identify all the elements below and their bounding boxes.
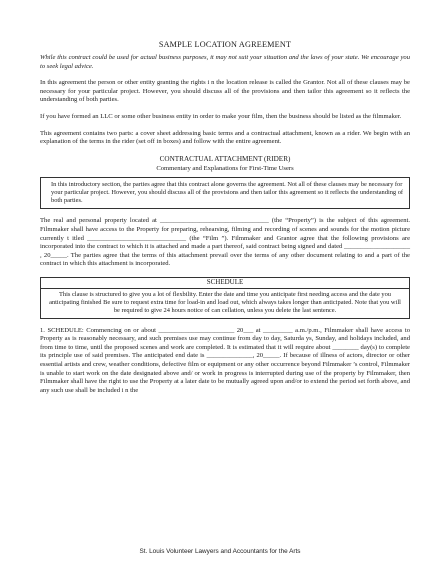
two-parts-paragraph: This agreement contains two parts: a cover sheet addressing basic terms and a contractual attachment, known as a rider. We begin with an explanation of the terms in the rider (set off in boxes) and follow with the entire agreement. — [40, 129, 410, 146]
rider-subheading: Commentary and Explanations for First-Time Users — [156, 164, 294, 172]
llc-paragraph: If you have formed an LLC or some other business entity in order to make your film, then the business should be listed as the filmmaker. — [40, 112, 402, 120]
intro-paragraph: In this agreement the person or other entity granting the rights i n the location release is called the Grantor. Not all of these clauses may be necessary for your particular project. However, you should discuss all of the provisions and then tailor this agreement so it reflects the understanding of both parties. — [40, 79, 410, 104]
property-clause: The real and personal property located at _________________________________ (the “Property”) is the subject of this agreement. Filmmaker shall have access to the Property for preparing, rehearsing, filming and recording of scenes and sounds for the motion picture currently t itled ______________________________ (the “Film ”). Filmmaker and Grantor agree that the following provisions are incorporated into the contract to which it is attached and made a part thereof, said contract being signed and dated ____________________ , 20_____. The parties agree that the terms of this attachment prevail over the terms of any other document relating to and a part of the contract in which this attachment is incorporated. — [40, 217, 410, 268]
schedule-box-text: This clause is structured to give you a lot of flexbility. Enter the date and time you anticipate first needing access and the date you anticipating finished Be sure to request extra time for load-in and load out, which always takes longer than anticipated. Note that you will be required to give 24 hours notice of can cellation, unless you delete the last sentence. — [49, 290, 401, 315]
rider-commentary-box: In this introductory section, the parties agree that this contract alone governs the agreement. Not all of these clauses may be necessary for your particular project. However, you should discuss all of the provisions and then tailor this agreement so it reflects the understanding of both parties. — [40, 177, 410, 210]
schedule-commentary-box — [40, 277, 410, 319]
document-title: SAMPLE LOCATION AGREEMENT — [158, 40, 292, 49]
schedule-clause: 1. SCHEDULE: Commencing on or about _______________________ 20___ at _________ a.m./p.m., Filmmaker shall have access to Property as is reasonably necessary, and such premises use may continue from day to day, Saturda ys, Sunday, and holidays included, and from time to time, until the proposed scenes and work are completed. It is estimated that it will require about ________ day(s) to complete its principle use of said premises. The anticipated end date is ______________, 20_____. If because of illness of actors, director or other essential artists and crew, weather conditions, defective film or equipment or any other occurrence beyond Filmmaker ’s control, Filmmaker is unable to start work on the date designated above and/ or work in progress is interrupted during use of the property by Filmmaker, then Filmmaker shall have the right to use the Property at a later date to be mutually agreed upon and/or to extend the period set forth above, and any such use shall be included i n the — [40, 326, 410, 394]
rider-heading: CONTRACTUAL ATTACHMENT (RIDER) — [159, 154, 291, 163]
page-footer: St. Louis Volunteer Lawyers and Accountants for the Arts — [139, 548, 301, 555]
schedule-box-heading: SCHEDULE — [41, 278, 409, 289]
disclaimer-paragraph: While this contract could be used for actual business purposes, it may not suit your situation and the laws of your state. We encourage you to seek legal advice. — [40, 54, 410, 70]
